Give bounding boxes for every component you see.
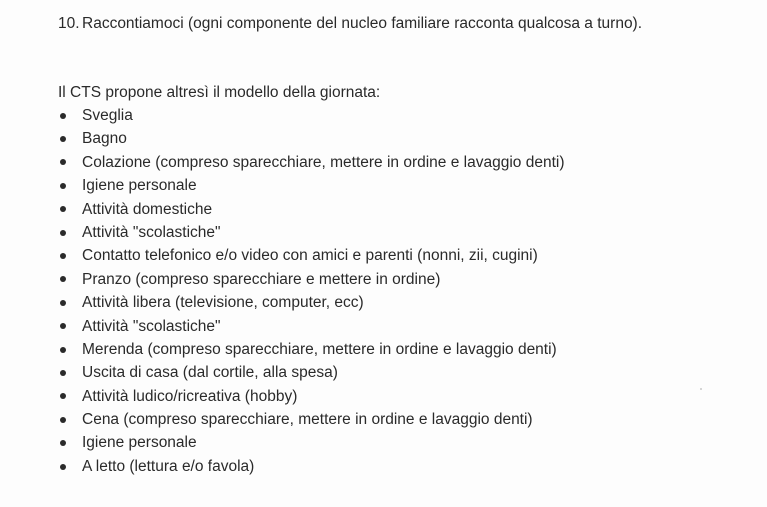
list-item-text: Attività ludico/ricreativa (hobby) bbox=[82, 387, 298, 405]
list-item bbox=[58, 127, 564, 150]
bullet-icon bbox=[60, 300, 66, 306]
bullet-icon bbox=[60, 113, 66, 119]
bullet-icon bbox=[60, 159, 66, 165]
list-item bbox=[58, 361, 564, 384]
item-text: Raccontiamoci (ogni componente del nucleo familiare racconta qualcosa a turno). bbox=[82, 15, 643, 32]
list-item-text: Uscita di casa (dal cortile, alla spesa) bbox=[82, 364, 338, 382]
list-item bbox=[58, 174, 564, 197]
bullet-icon bbox=[60, 136, 66, 142]
list-item bbox=[58, 221, 564, 244]
bullet-icon bbox=[60, 440, 66, 446]
list-item bbox=[58, 338, 564, 361]
list-item-text: Sveglia bbox=[82, 107, 133, 124]
list-item-text: Contatto telefonico e/o video con amici e parenti (nonni, zii, cugini) bbox=[82, 247, 538, 265]
list-item bbox=[58, 315, 564, 338]
list-item bbox=[58, 151, 564, 174]
list-item-text: A letto (lettura e/o favola) bbox=[82, 457, 255, 475]
list-item-text: Attività "scolastiche" bbox=[82, 317, 221, 335]
list-item-text: Pranzo (compreso sparecchiare e mettere in ordine) bbox=[82, 270, 441, 288]
list-item bbox=[58, 455, 564, 478]
list-item bbox=[58, 268, 564, 291]
bullet-icon bbox=[60, 323, 66, 329]
bullet-icon bbox=[60, 347, 66, 353]
list-item-text: Colazione (compreso sparecchiare, mettere in ordine e lavaggio denti) bbox=[82, 153, 565, 171]
daily-schedule-list bbox=[58, 104, 564, 478]
list-item-text: Attività "scolastiche" bbox=[82, 223, 221, 241]
list-item bbox=[58, 291, 564, 314]
list-item-text: Igiene personale bbox=[82, 434, 197, 452]
list-item bbox=[58, 431, 564, 454]
list-item bbox=[58, 385, 564, 408]
bullet-icon bbox=[60, 183, 66, 189]
numbered-item-10 bbox=[58, 12, 702, 35]
intro-paragraph: Il CTS propone altresì il modello della giornata: bbox=[58, 84, 381, 101]
list-item bbox=[58, 104, 564, 127]
list-item bbox=[58, 198, 564, 221]
list-item-text: Bagno bbox=[82, 130, 127, 148]
scan-speck bbox=[700, 388, 702, 390]
bullet-icon bbox=[60, 206, 66, 212]
list-item-text: Attività domestiche bbox=[82, 200, 213, 218]
bullet-icon bbox=[60, 253, 66, 259]
list-item-text: Igiene personale bbox=[82, 177, 197, 195]
bullet-icon bbox=[60, 370, 66, 376]
bullet-icon bbox=[60, 464, 66, 470]
bullet-icon bbox=[60, 276, 66, 282]
bullet-icon bbox=[60, 230, 66, 236]
bullet-icon bbox=[60, 417, 66, 423]
list-item bbox=[58, 244, 564, 267]
list-item-text: Cena (compreso sparecchiare, mettere in ordine e lavaggio denti) bbox=[82, 411, 533, 429]
list-item-text: Attività libera (televisione, computer, ecc) bbox=[82, 294, 364, 312]
list-item-text: Merenda (compreso sparecchiare, mettere in ordine e lavaggio denti) bbox=[82, 340, 557, 358]
bullet-icon bbox=[60, 393, 66, 399]
item-number: 10. bbox=[58, 15, 80, 32]
list-item bbox=[58, 408, 564, 431]
